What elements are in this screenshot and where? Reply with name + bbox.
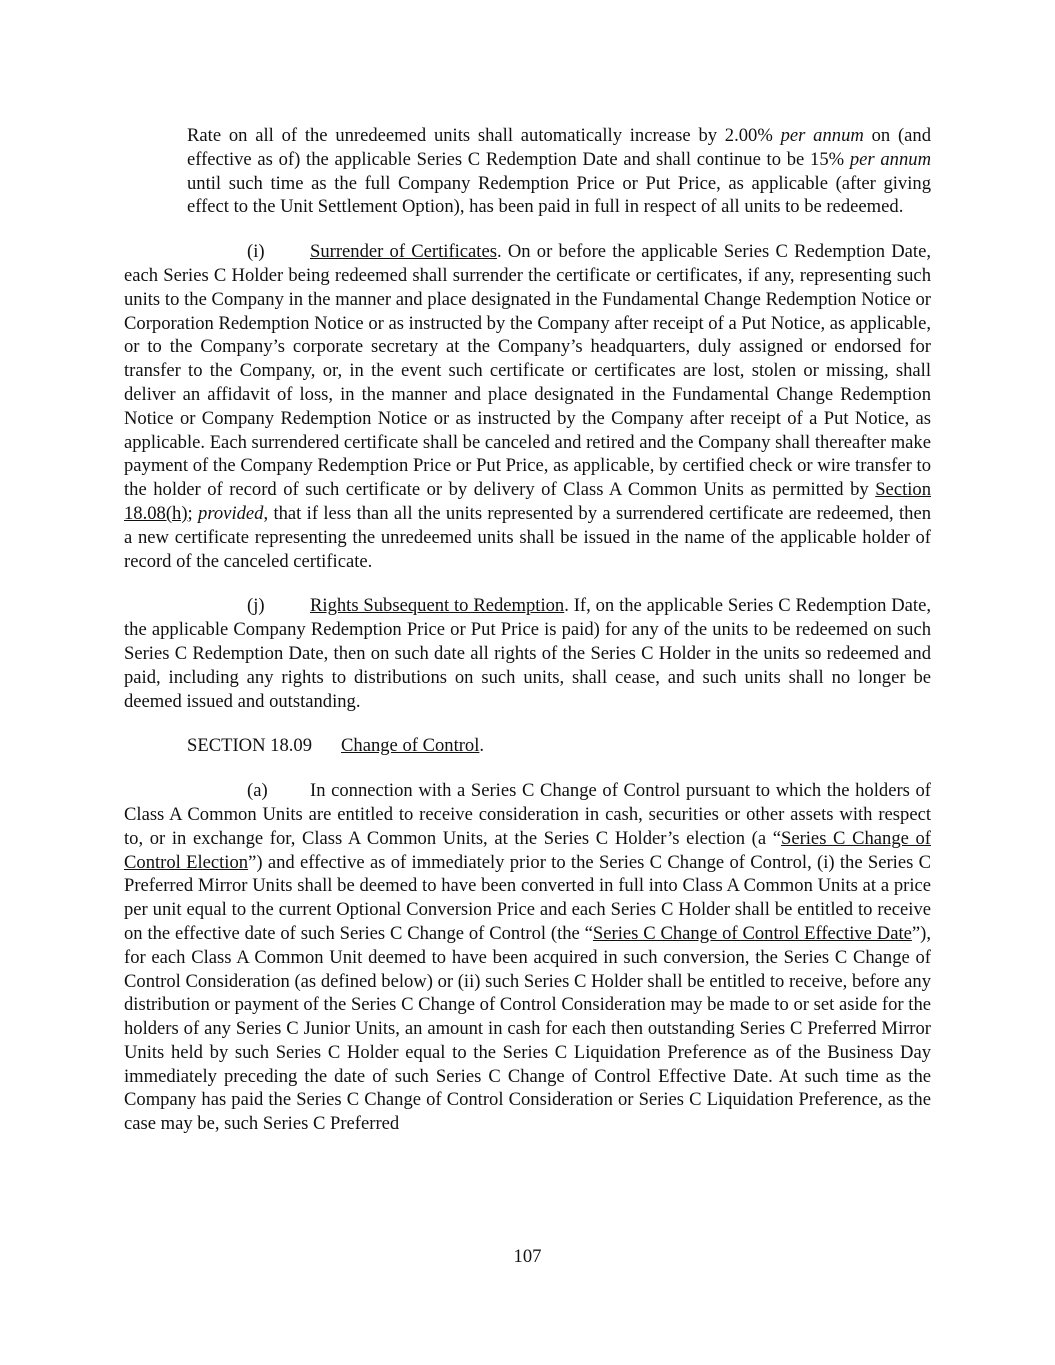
- paragraph-label: (a): [247, 780, 268, 802]
- defined-term: Series C Change of Control Effective Date: [592, 922, 912, 944]
- italic-per-annum: per annum: [849, 148, 931, 170]
- paragraph-continuation: Rate on all of the unredeemed units shall automatically increase by 2.00% per annum on (and effective as of) the applicable Series C Redemption Date and shall continue to be 15% per annum until such time as the full Company Redemption Price or Put Price, as applicable (after giving effect to the Unit Settlement Option), has been paid in full in respect of all units to be redeemed.: [187, 125, 931, 218]
- italic-per-annum: per annum: [780, 125, 864, 146]
- section-number: SECTION 18.09: [187, 735, 312, 757]
- paragraph-label: (j): [247, 595, 265, 617]
- page-number: 107: [513, 1246, 542, 1267]
- paragraph-label: (i): [247, 241, 265, 263]
- section-title: Change of Control: [341, 735, 480, 757]
- paragraph-a-change-of-control: (a) In connection with a Series C Change of Control pursuant to which the holders of Class A Common Units are entitled to receive consideration in cash, securities or other assets with respect to, or in exchange for, Class A Common Units, at the Series C Holder’s election (a “Series C Change of Control Election”) and effective as of immediately prior to the Series C Change of Control, (i) the Series C Preferred Mirror Units shall be deemed to have been converted in full into Class A Common Units at a price per unit equal to the current Optional Conversion Price and each Series C Holder shall be entitled to receive on the effective date of such Series C Change of Control (the “Series C Change of Control Effective Date”), for each Class A Common Unit deemed to have been acquired in such conversion, the Series C Change of Control Consideration (as defined below) or (ii) such Series C Holder shall be entitled to receive, before any distribution or payment of the Series C Change of Control Consideration may be made to or set aside for the holders of any Series C Junior Units, an amount in cash for each then outstanding Series C Preferred Mirror Units held by such Series C Holder equal to the Series C Liquidation Preference as of the Business Day immediately preceding the date of such Series C Change of Control Effective Date. At such time as the Company has paid the Series C Change of Control Consideration or Series C Liquidation Preference, as the case may be, such Series C Preferred: [124, 780, 932, 1135]
- defined-term: Series C Change of Control Election: [124, 827, 931, 873]
- section-heading: SECTION 18.09 Change of Control.: [187, 735, 485, 757]
- italic-provided: provided: [198, 502, 264, 524]
- paragraph-i-surrender-of-certificates: (i) Surrender of Certificates. On or before the applicable Series C Redemption Date, each Series C Holder being redeemed shall surrender the certificate or certificates, if any, representing such units to the Company in the manner and place designated in the Fundamental Change Redemption Notice or Corporation Redemption Notice or as instructed by the Company after receipt of a Put Notice, as applicable, or to the Company’s corporate secretary at the Company’s headquarters, duly assigned or endorsed for transfer to the Company, or, in the event such certificate or certificates are lost, stolen or missing, shall deliver an affidavit of loss, in the manner and place designated in the Fundamental Change Redemption Notice or Company Redemption Notice or as instructed by the Company after receipt of a Put Notice, as applicable. Each surrendered certificate shall be canceled and retired and the Company shall thereafter make payment of the Company Redemption Price or Put Price, as applicable, by certified check or wire transfer to the holder of record of such certificate or by delivery of Class A Common Units as permitted by Section 18.08(h); provided, that if less than all the units represented by a surrendered certificate are redeemed, then a new certificate representing the unredeemed units shall be issued in the name of the applicable holder of record of the canceled certificate.: [124, 241, 931, 572]
- paragraph-j-rights-subsequent-to-redemption: (j) Rights Subsequent to Redemption. If, on the applicable Series C Redemption Date, the applicable Company Redemption Price or Put Price is paid) for any of the units to be redeemed on such Series C Redemption Date, then on such date all rights of the Series C Holder in the units so redeemed and paid, including any rights to distributions on such units, shall cease, and such units shall no longer be deemed issued and outstanding.: [124, 595, 931, 712]
- paragraph-heading: Surrender of Certificates: [310, 241, 497, 263]
- document-page: [124, 124, 931, 1157]
- paragraph-heading: Rights Subsequent to Redemption: [310, 595, 565, 617]
- section-reference: Section 18.08(h): [124, 479, 931, 524]
